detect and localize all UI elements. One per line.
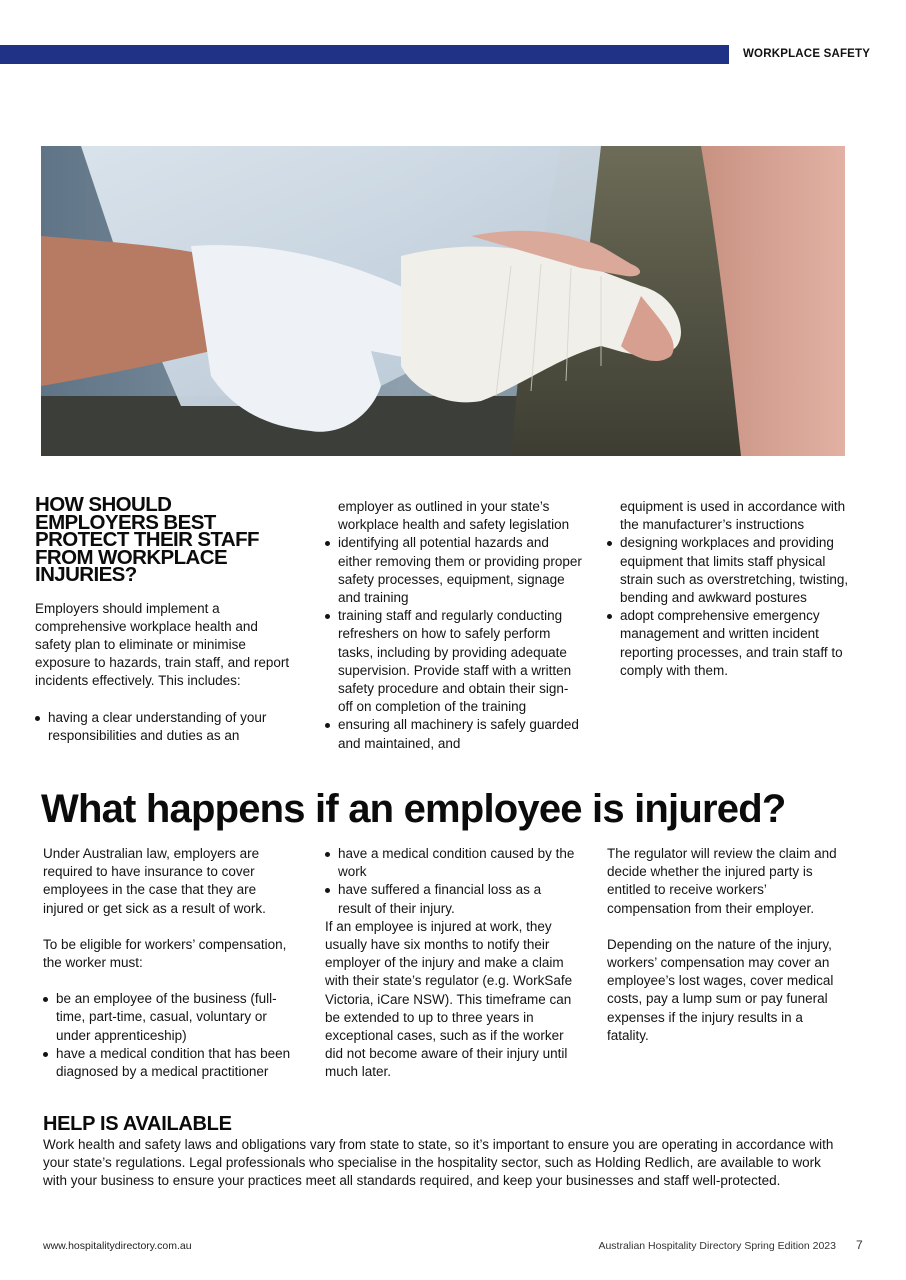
list-item: designing workplaces and providing equipment that limits staff physical strain such as overstretching, twisting, bending and awkward postures [607,534,857,607]
list-item: training staff and regularly conducting refreshers on how to safely perform tasks, including by providing adequate supervision. Provide staff with a written safety procedure and obtain their sign-off on completion of the training [325,607,583,716]
section2-heading: What happens if an employee is injured? [41,787,786,831]
list-item: ensuring all machinery is safely guarded and maintained, and [325,716,583,752]
section2-column-3 [607,845,839,1045]
header-accent-bar [0,45,729,64]
list-item-continued: employer as outlined in your state’s workplace health and safety legislation [338,499,570,533]
footer-publication: Australian Hospitality Directory Spring Edition 2023 [598,1240,836,1252]
eligibility-list-part1 [43,990,299,1081]
list-item: have a medical condition that has been diagnosed by a medical practitioner [43,1045,299,1081]
list-item: be an employee of the business (full-time, part-time, casual, voluntary or under apprenticeship) [43,990,299,1045]
section1-column-3 [607,498,857,680]
list-item: identifying all potential hazards and either removing them or providing proper safety processes, equipment, signage and training [325,534,583,607]
list-item-continued: equipment is used in accordance with the manufacturer’s instructions [620,499,846,533]
page-number: 7 [856,1238,863,1252]
bandaged-wrist-photo [41,146,845,456]
section1-intro: Employers should implement a comprehensive workplace health and safety plan to eliminate or minimise exposure to hazards, train staff, and report incidents effectively. This includes: [35,600,290,689]
section1-heading: HOW SHOULD EMPLOYERS BEST PROTECT THEIR STAFF FROM WORKPLACE INJURIES? [35,493,259,586]
section1-list-part3 [607,534,857,680]
eligibility-list-part2 [325,845,577,918]
help-body: Work health and safety laws and obligations vary from state to state, so it’s important to ensure you are operating in accordance with your state’s regulations. Legal professionals who specialise in the hospitality sector, such as Holding Redlich, are available to work with your business to ensure your practices meet all standards required, and keep your businesses and staff well-protected. [43,1137,834,1189]
section1-list-part2 [325,534,583,752]
section1-column-1 [35,493,297,745]
help-heading: HELP IS AVAILABLE [43,1113,232,1135]
section2-paragraph: The regulator will review the claim and decide whether the injured party is entitled to receive workers’ compensation from their employer. [607,846,837,916]
list-item: having a clear understanding of your responsibilities and duties as an [35,709,297,745]
section1-column-2 [325,498,583,753]
footer-website: www.hospitalitydirectory.com.au [43,1240,192,1252]
section1-list-part1 [35,709,297,745]
list-item: have suffered a financial loss as a result of their injury. [325,881,577,917]
section2-paragraph: Depending on the nature of the injury, workers’ compensation may cover an employee’s lost wages, cover medical costs, pay a lump sum or pay funeral expenses if the injury results in a fatality. [607,936,834,1043]
section2-column-2 [325,845,577,1082]
list-item: have a medical condition caused by the work [325,845,577,881]
section2-column-1 [43,845,299,1081]
section2-paragraph: If an employee is injured at work, they usually have six months to notify their employer of the injury and make a claim with their state’s regulator (e.g. WorkSafe Victoria, iCare NSW). This timeframe can be extended to up to three years in exceptional cases, such as if the worker did not become aware of their injury until much later. [325,918,573,1080]
list-item: adopt comprehensive emergency management and written incident reporting processes, and train staff to comply with them. [607,607,857,680]
section2-paragraph: Under Australian law, employers are required to have insurance to cover employees in the case that they are injured or get sick as a result of work. [43,846,266,916]
section-tag: WORKPLACE SAFETY [743,48,871,60]
section2-paragraph: To be eligible for workers’ compensation, the worker must: [43,936,287,971]
